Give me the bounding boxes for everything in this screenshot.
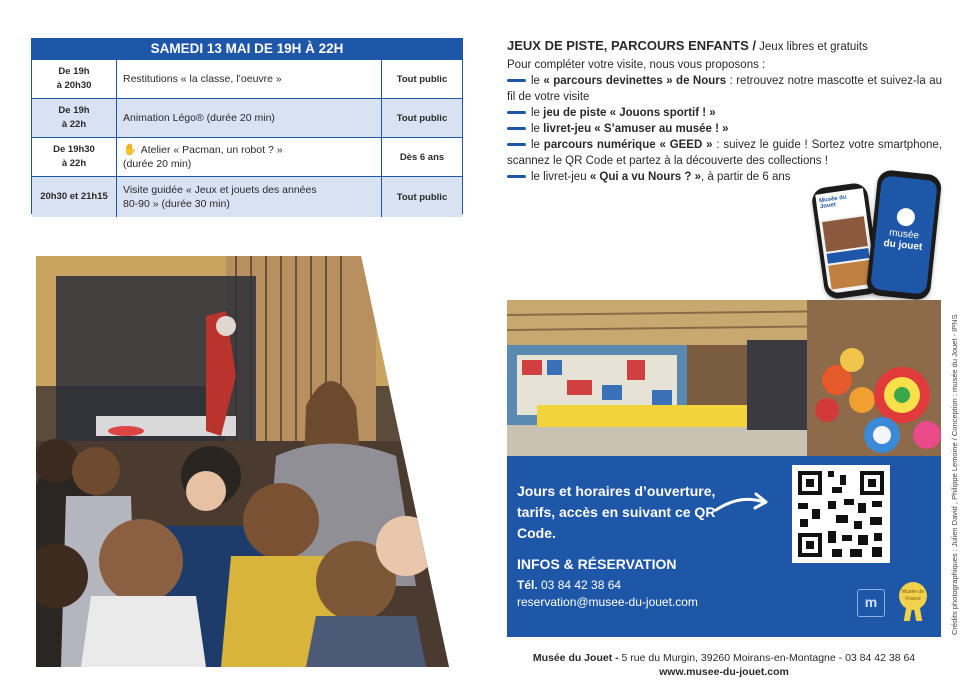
time-cell: De 19h à 22h [32,99,117,137]
m-logo-icon: m [857,589,885,617]
activity-cell: Visite guidée « Jeux et jouets des années 80-90 » (durée 30 min) [117,177,382,217]
table-row [32,59,462,98]
hand-icon: ✋ [123,144,137,156]
footer-address: Musée du Jouet - 5 rue du Murgin, 39260 Moirans-en-Montagne - 03 84 42 38 64 [532,652,916,664]
list-item: le livret-jeu « S’amuser au musée ! » [507,121,942,137]
dash-icon [507,127,526,130]
hours-text: Jours et horaires d’ouverture, tarifs, accès en suivant ce QR Code. [517,483,716,541]
audience-cell: Tout public [396,112,448,124]
jeux-heading: JEUX DE PISTE, PARCOURS ENFANTS / Jeux libres et gratuits [507,38,868,53]
reservation-title: INFOS & RÉSERVATION [517,556,677,572]
dash-icon [507,79,526,82]
time-cell: De 19h30 à 22h [32,138,117,176]
dash-icon [507,175,526,178]
phone-logo-screen: musée du jouet [866,169,943,301]
table-row [32,137,462,176]
jeux-intro: Pour compléter votre visite, nous vous proposons : [507,59,766,71]
list-item: le « parcours devinettes » de Nours : retrouvez notre mascotte et suivez-la au fil de votre visite [507,75,942,103]
audience-cell: Dès 6 ans [399,151,445,163]
qr-code-icon [792,465,890,563]
arrow-icon [712,488,772,516]
musee-de-france-badge: Musée de France [899,582,927,610]
dash-icon [507,143,526,146]
table-row [32,176,462,217]
list-item: le jeu de piste « Jouons sportif ! » [507,105,942,121]
info-box [507,456,941,637]
bear-logo-icon [896,207,916,227]
time-cell: De 19h à 20h30 [32,60,117,98]
dash-icon [507,111,526,114]
audience-cell: Tout public [396,73,448,85]
audience-cell: Tout public [396,191,448,203]
footer-website-link[interactable]: www.musee-du-jouet.com [659,666,789,678]
schedule-table [31,38,463,214]
time-cell: 20h30 et 21h15 [32,177,117,217]
table-row [32,98,462,137]
activity-cell: Restitutions « la classe, l’oeuvre » [117,60,382,98]
list-item: le parcours numérique « GEED » : suivez le guide ! Sortez votre smartphone, scannez le QR Code et partez à la découverte des collections ! [507,139,942,167]
activity-cell: ✋ Atelier « Pacman, un robot ? » (durée 20 min) [117,138,382,176]
photo-children-vitrine [36,256,449,667]
schedule-title: SAMEDI 13 MAI DE 19H À 22H [32,39,462,59]
photo-museum-shop [507,300,941,456]
telephone: Tél. 03 84 42 38 64 [517,578,622,592]
app-title: Musée du Jouet [815,188,866,220]
email-link[interactable]: reservation@musee-du-jouet.com [517,595,698,609]
activity-cell: Animation Légo® (durée 20 min) [117,99,382,137]
qr-code[interactable] [792,465,890,563]
jeux-list [507,57,942,185]
list-item: le livret-jeu « Qui a vu Nours ? », à partir de 6 ans [507,169,942,185]
